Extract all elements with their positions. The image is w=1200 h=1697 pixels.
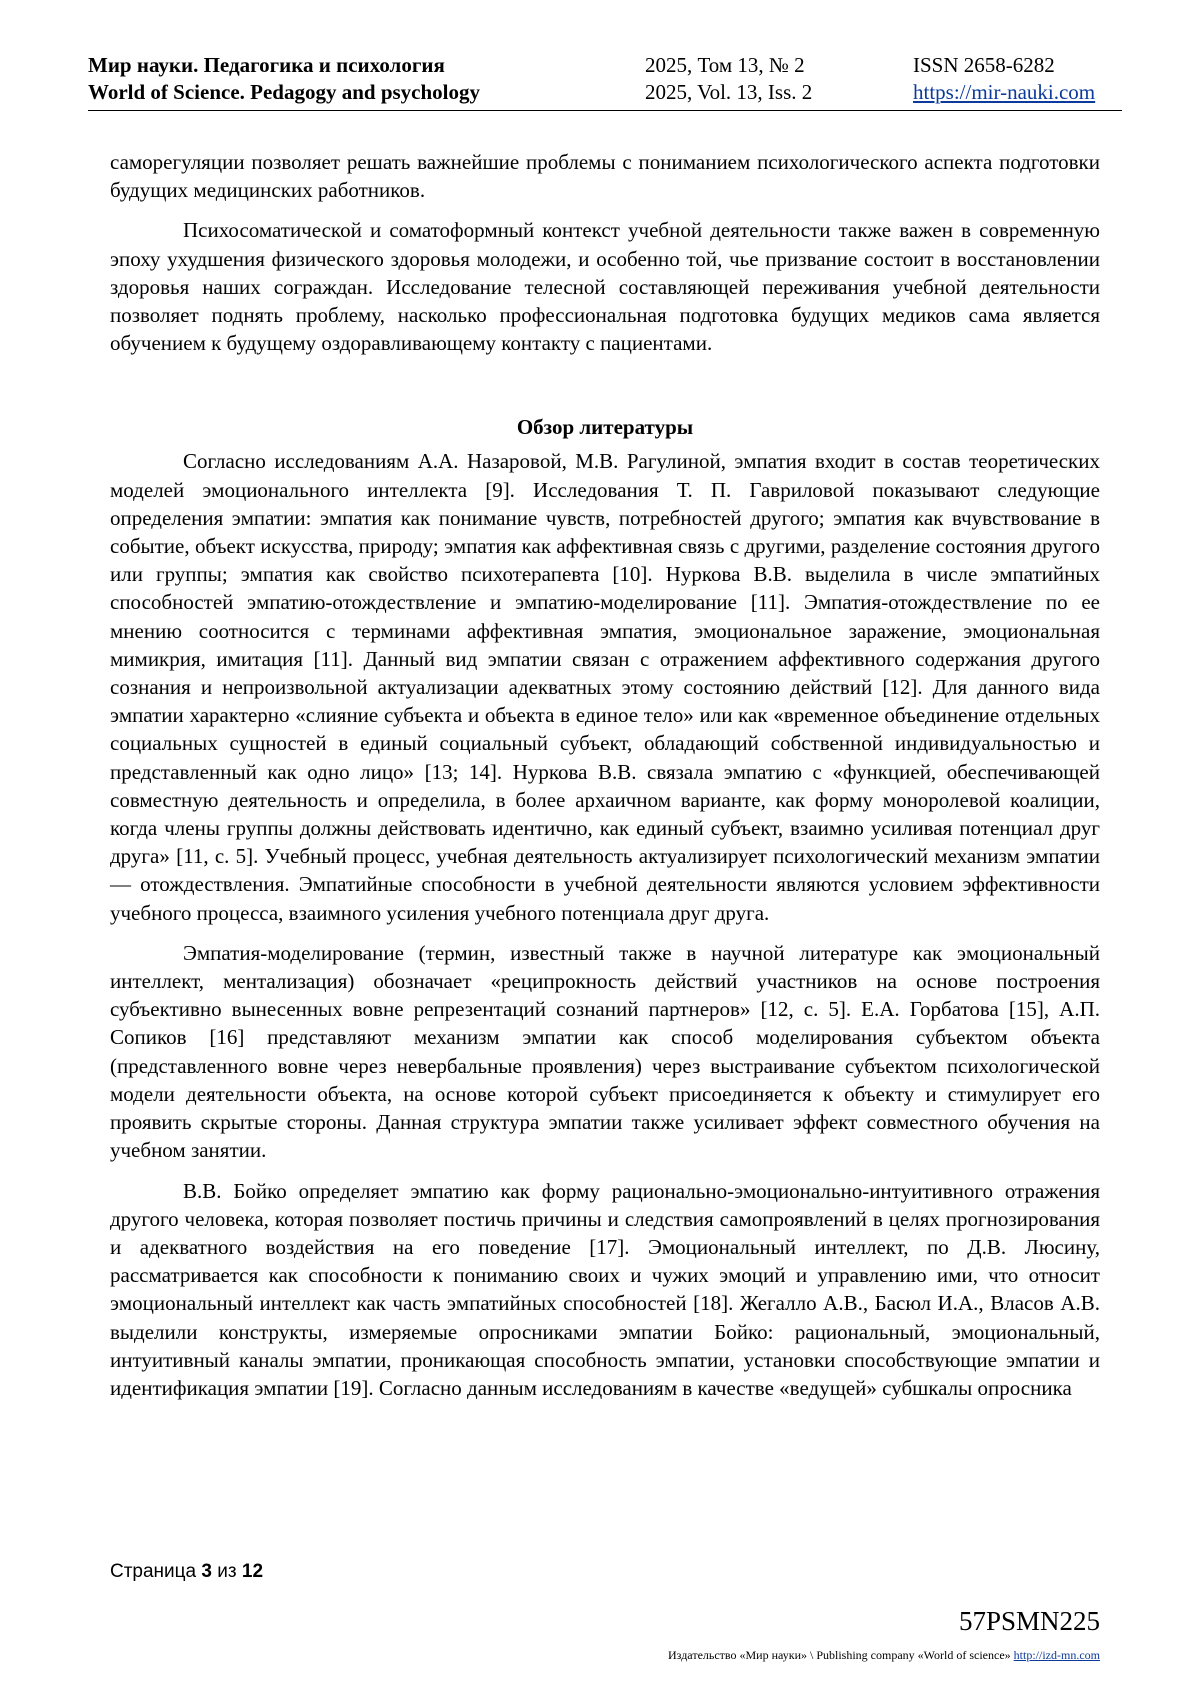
paragraph-5: В.В. Бойко определяет эмпатию как форму рационально-эмоционально-интуитивного отражения другого человека, которая позволяет постичь причины и следствия самопроявлений в целях прогнозирования и адекватного воздействия на его поведение [17]. Эмоциональный интеллект, по Д.В. Люсину, рассматривается как способности к пониманию своих и чужих эмоций и управлению ими, что относит эмоциональный интеллект как часть эмпатийных способностей [18]. Жегалло А.В., Басюл И.А., Власов А.В. выделили конструкты, измеряемые опросниками эмпатии Бойко: рациональный, эмоциональный, интуитивный каналы эмпатии, проникающая способность эмпатии, установки способствующие эмпатии и идентификация эмпатии [19]. Согласно данным исследованиям в качестве «ведущей» субшкалы опросника — [110, 1178, 1100, 1400]
issue-en: 2025, Vol. 13, Iss. 2 — [645, 80, 813, 104]
section-title: Обзор литературы — [516, 415, 694, 440]
journal-title-en: World of Science. Pedagogy and psychology — [88, 80, 481, 104]
publisher-site-link[interactable]: http://izd-mn.com — [1013, 1648, 1100, 1662]
page-current: 3 — [201, 1561, 212, 1582]
page-word: Страница — [110, 1561, 197, 1582]
page-number — [110, 1561, 263, 1583]
article-body — [110, 148, 1100, 1414]
paragraph-4: Эмпатия-моделирование (термин, известный также в научной литературе как эмоциональный интеллект, ментализация) обозначает «реципрокность действий участников на основе построения субъективно вынесенных вовне репрезентаций сознаний партнеров» [12, с. 5]. Е.А. Горбатова [15], А.П. Сопиков [16] представляют механизм эмпатии как способ моделирования субъектом объекта (представленного вовне через невербальные проявления) через выстраивание субъектом психологической модели деятельности объекта, на основе которой субъект присоединяется к объекту и стимулирует его проявить скрытые стороны. Данная структура эмпатии также усиливает эффект совместного обучения на учебном занятии. — [110, 940, 1100, 1163]
page-of: из — [217, 1561, 237, 1582]
issn: ISSN 2658-6282 — [913, 53, 1055, 77]
article-code: 57PSMN225 — [958, 1606, 1100, 1636]
journal-site-link[interactable]: https://mir-nauki.com — [913, 80, 1096, 104]
issue-block — [645, 52, 812, 106]
publisher-line — [668, 1648, 1100, 1663]
publisher-name: Издательство «Мир науки» \ Publishing company «World of science» — [668, 1648, 1011, 1662]
paragraph-3: Согласно исследованиям А.А. Назаровой, М.В. Рагулиной, эмпатия входит в состав теоретических моделей эмоционального интеллекта [9]. Исследования Т. П. Гавриловой показывают следующие определения эмпатии: эмпатия как понимание чувств, потребностей другого; эмпатия как вчувствование в событие, объект искусства, природу; эмпатия как аффективная связь с другими, разделение состояния другого или группы; эмпатия как свойство психотерапевта [10]. Нуркова В.В. выделила в числе эмпатийных способностей эмпатию-отождествление и эмпатию-моделирование [11]. Эмпатия-отождествление по ее мнению соотносится с терминами аффективная эмпатия, эмоциональное заражение, эмоциональная мимикрия, имитация [11]. Данный вид эмпатии связан с отражением аффективного содержания другого сознания и непроизвольной актуализации адекватных этому состоянию действий [12]. Для данного вида эмпатии характерно «слияние субъекта и объекта в единое тело» или как «временное объединение отдельных социальных сущностей в единый социальный субъект, обладающий собственной индивидуальностью и представленный как одно лицо» [13; 14]. Нуркова В.В. связала эмпатию с «функцией, обеспечивающей совместную деятельность и определила, в более архаичном варианте, как форму моноролевой коалиции, когда члены группы должны действовать идентично, как единый субъект, взаимно усиливая потенциал друг друга» [11, с. 5]. Учебный процесс, учебная деятельность актуализирует психологический механизм эмпатии — отождествления. Эмпатийные способности в учебной деятельности являются условием эффективности учебного процесса, взаимного усиления учебного потенциала друг друга. — [110, 449, 1100, 925]
issn-block — [913, 52, 1095, 106]
journal-title-block — [88, 52, 480, 106]
paragraph-1: саморегуляции позволяет решать важнейшие проблемы с пониманием психологического аспекта подготовки будущих медицинских работников. — [110, 150, 1100, 203]
page-total: 12 — [241, 1561, 264, 1582]
issue-ru: 2025, Том 13, № 2 — [645, 53, 805, 77]
journal-title-ru: Мир науки. Педагогика и психология — [88, 53, 445, 77]
paragraph-2: Психосоматической и соматоформный контекст учебной деятельности также важен в современную эпоху ухудшения физического здоровья молодежи, и особенно той, чье призвание состоит в восстановлении здоровья наших сограждан. Исследование телесной составляющей переживания учебной деятельности позволяет поднять проблему, насколько профессиональная подготовка будущих медиков сама является обучением к будущему оздоравливающему контакту с пациентами. — [110, 218, 1100, 356]
journal-header — [88, 52, 1122, 111]
